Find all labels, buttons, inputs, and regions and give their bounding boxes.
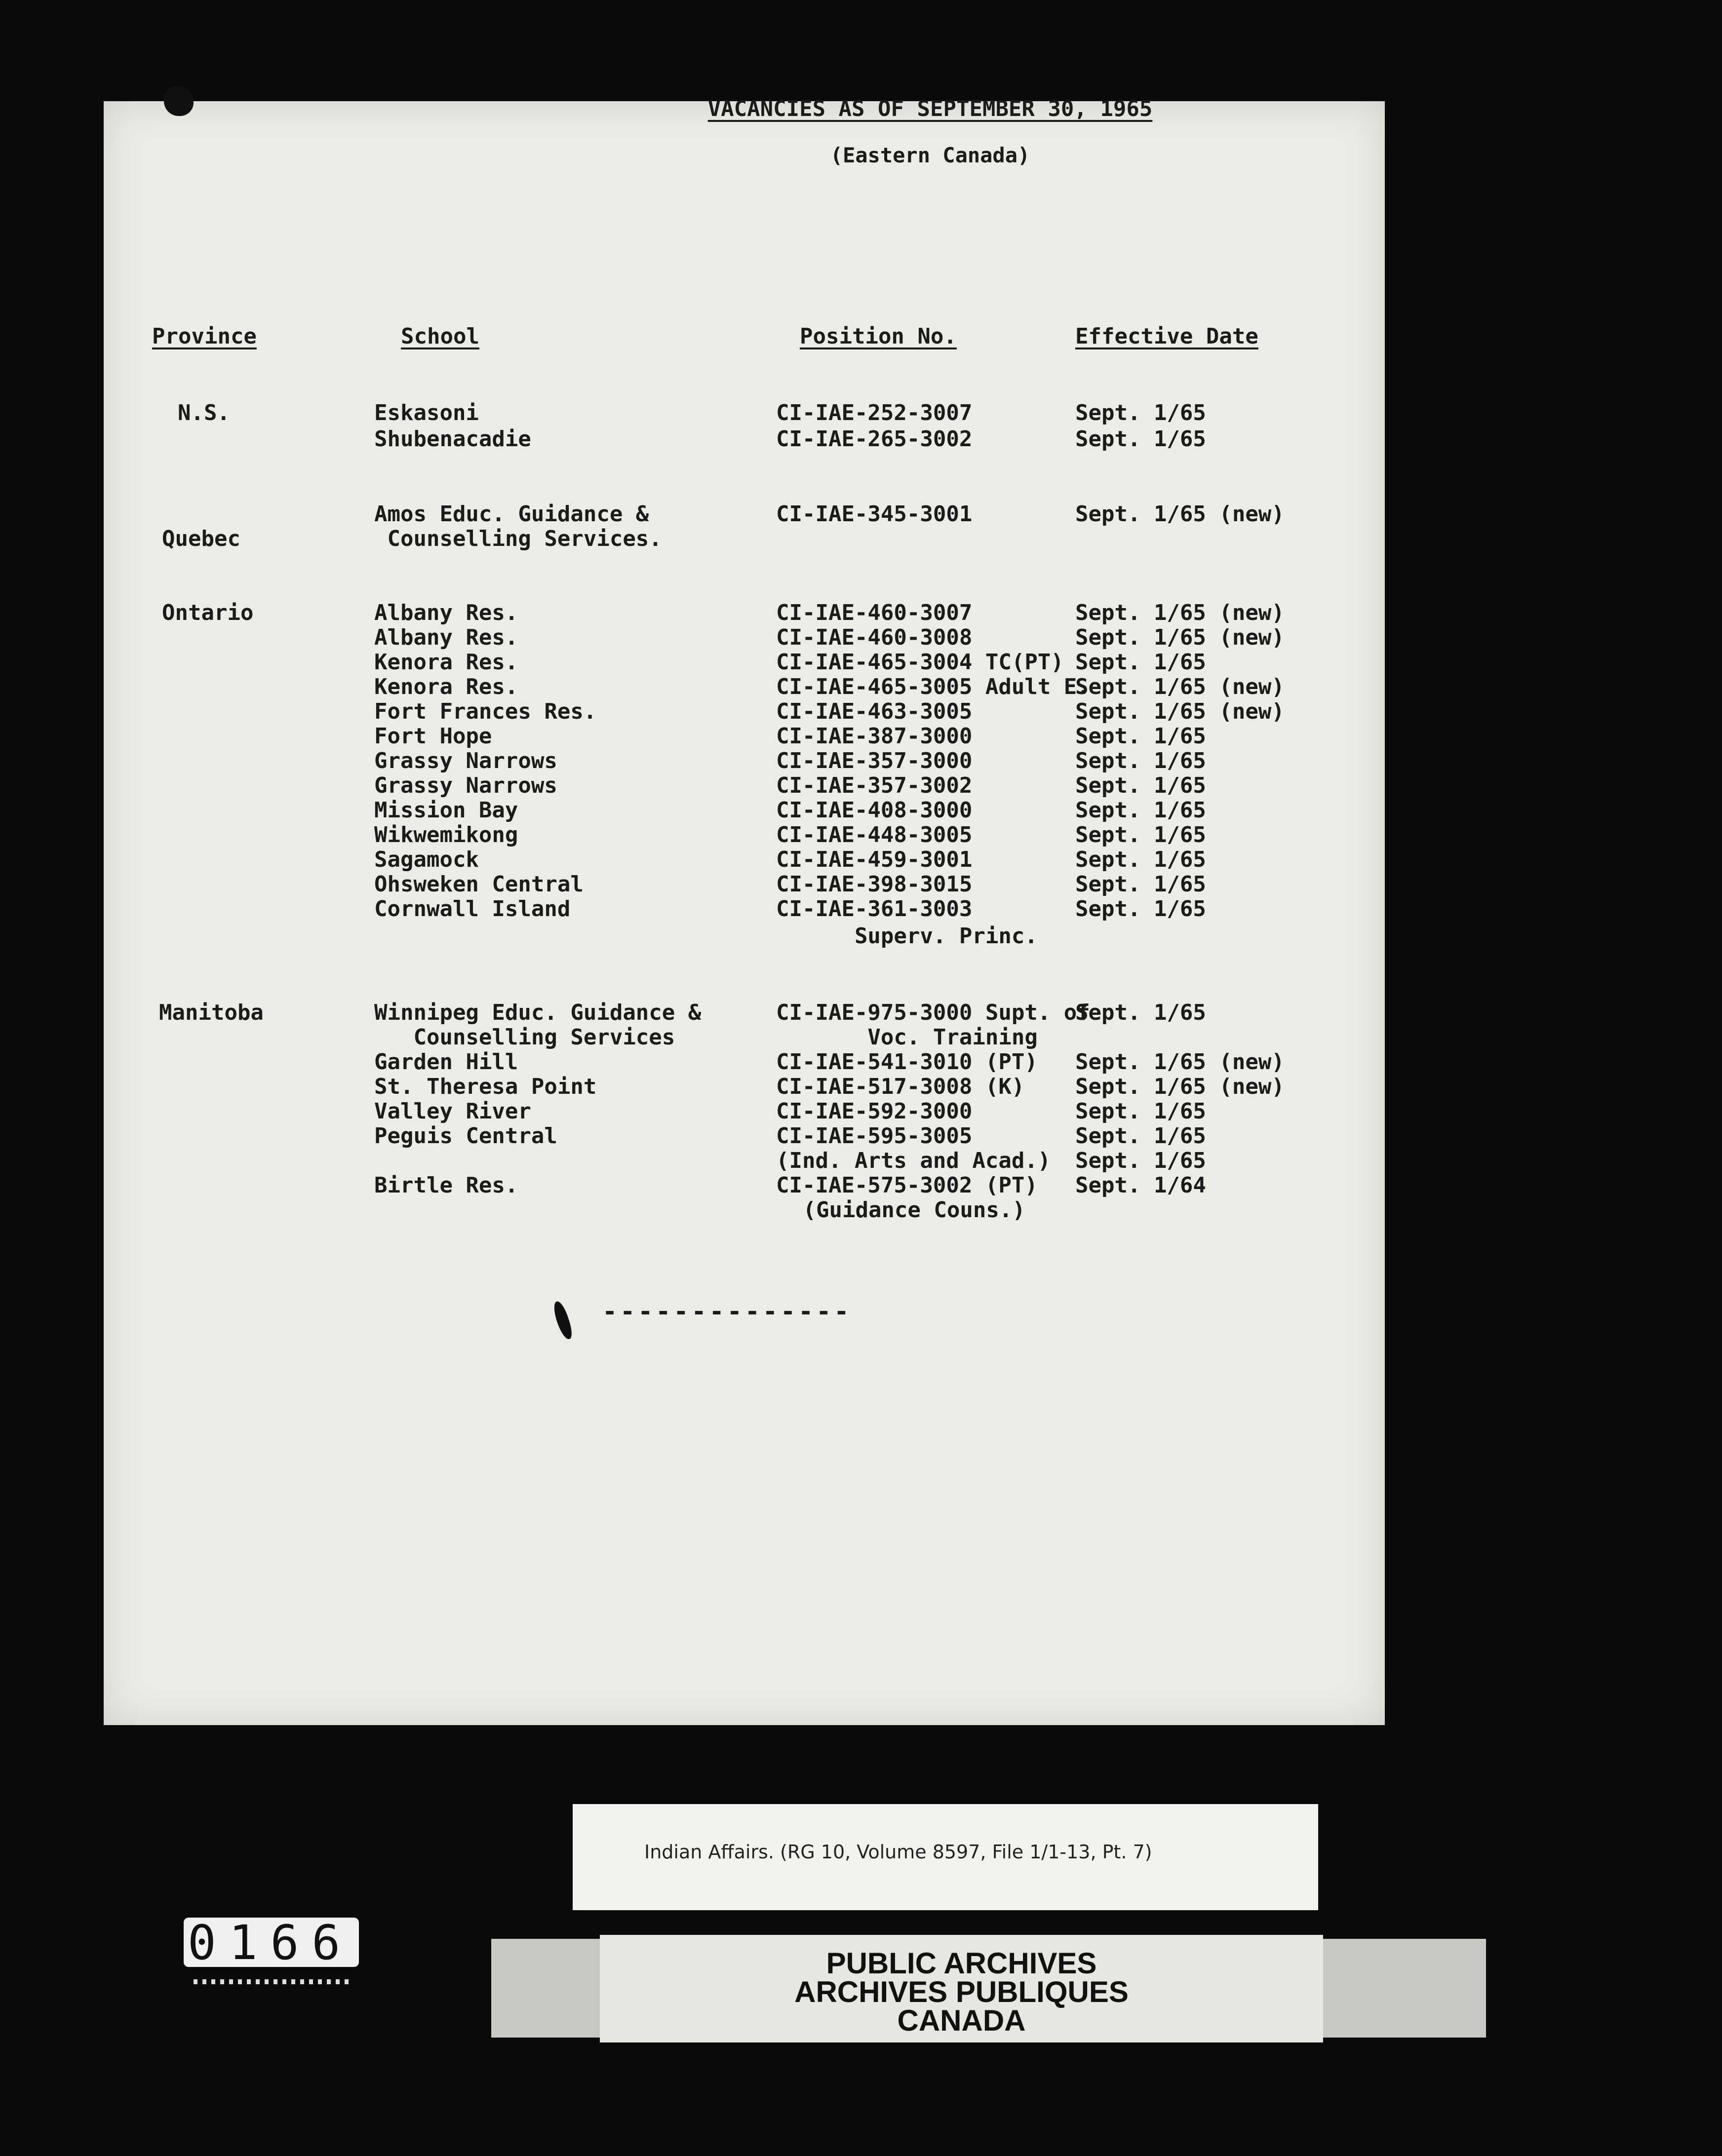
header-school: School	[401, 324, 479, 349]
row-school: Kenora Res.	[374, 674, 518, 699]
row-date: Sept. 1/65	[1075, 748, 1206, 773]
stamp-line-3: CANADA	[897, 2004, 1026, 2037]
province-ontario: Ontario	[162, 600, 254, 625]
row-position: CI-IAE-465-3005 Adult E.	[776, 674, 1090, 699]
row-school: Birtle Res.	[374, 1173, 518, 1198]
header-province: Province	[152, 324, 257, 349]
row-date: Sept. 1/65 (new)	[1075, 600, 1285, 625]
row-school: Fort Frances Res.	[374, 699, 597, 724]
row-school: Wikwemikong	[374, 822, 518, 847]
row-school: Counselling Services	[374, 1025, 675, 1050]
document-subtitle: (Eastern Canada)	[830, 143, 1030, 167]
stamp-line-1: PUBLIC ARCHIVES	[826, 1947, 1097, 1980]
row-date: Sept. 1/65 (new)	[1075, 699, 1285, 724]
row-date: Sept. 1/65	[1075, 1099, 1206, 1124]
row-school: Amos Educ. Guidance &	[374, 501, 649, 527]
row-date: Sept. 1/65 (new)	[1075, 501, 1285, 527]
row-position: CI-IAE-460-3008	[776, 625, 973, 650]
row-school: Fort Hope	[374, 724, 492, 749]
title-text: VACANCIES AS OF SEPTEMBER 30, 1965	[707, 96, 1153, 121]
film-frame-number: 0166	[188, 1915, 353, 1970]
row-date: Sept. 1/64	[1075, 1173, 1206, 1198]
row-school: Counselling Services.	[374, 526, 662, 551]
row-date: Sept. 1/65	[1075, 1123, 1206, 1149]
row-position-note: (Ind. Arts and Acad.)	[776, 1148, 1051, 1173]
row-date: Sept. 1/65	[1075, 798, 1206, 823]
row-date: Sept. 1/65	[1075, 773, 1206, 798]
row-position: CI-IAE-517-3008 (K)	[776, 1074, 1025, 1099]
row-date: Sept. 1/65	[1075, 896, 1206, 922]
row-school: St. Theresa Point	[374, 1074, 597, 1099]
row-position: CI-IAE-575-3002 (PT)	[776, 1173, 1038, 1198]
province-quebec: Quebec	[162, 526, 240, 551]
row-position: CI-IAE-357-3000	[776, 748, 973, 773]
province-manitoba: Manitoba	[159, 1000, 264, 1025]
row-position: CI-IAE-460-3007	[776, 600, 973, 625]
row-date: Sept. 1/65 (new)	[1075, 1049, 1285, 1075]
row-position-note: Superv. Princ.	[776, 924, 1038, 949]
document-title	[0, 96, 1722, 121]
row-school: Valley River	[374, 1099, 531, 1124]
row-date: Sept. 1/65	[1075, 426, 1206, 452]
row-school: Shubenacadie	[374, 426, 531, 452]
row-date: Sept. 1/65	[1075, 872, 1206, 897]
row-date: Sept. 1/65	[1075, 847, 1206, 872]
row-position: CI-IAE-459-3001	[776, 847, 973, 872]
row-position: CI-IAE-408-3000	[776, 798, 973, 823]
archive-reference-text: Indian Affairs. (RG 10, Volume 8597, File 1/1-13, Pt. 7)	[644, 1841, 1152, 1863]
row-date: Sept. 1/65 (new)	[1075, 674, 1285, 699]
row-position: CI-IAE-252-3007	[776, 400, 973, 425]
row-position: CI-IAE-975-3000 Supt. of	[776, 1000, 1090, 1025]
row-date: Sept. 1/65	[1075, 650, 1206, 675]
row-position: CI-IAE-463-3005	[776, 699, 973, 724]
row-position-note: (Guidance Couns.)	[790, 1197, 1025, 1223]
row-position-note: Voc. Training	[776, 1025, 1038, 1050]
row-date: Sept. 1/65	[1075, 1148, 1206, 1173]
row-position: CI-IAE-592-3000	[776, 1099, 973, 1124]
film-sprocket-ticks	[194, 1979, 352, 1984]
row-school: Albany Res.	[374, 600, 518, 625]
row-position: CI-IAE-387-3000	[776, 724, 973, 749]
province-ns: N.S.	[178, 400, 230, 425]
row-position: CI-IAE-595-3005	[776, 1123, 973, 1149]
row-date: Sept. 1/65 (new)	[1075, 625, 1285, 650]
row-school: Garden Hill	[374, 1049, 518, 1075]
row-school: Ohsweken Central	[374, 872, 584, 897]
header-effective-date: Effective Date	[1075, 324, 1258, 349]
row-position: CI-IAE-448-3005	[776, 822, 973, 847]
row-school: Mission Bay	[374, 798, 518, 823]
row-school: Grassy Narrows	[374, 748, 557, 773]
row-school: Kenora Res.	[374, 650, 518, 675]
stamp-line-2: ARCHIVES PUBLIQUES	[794, 1975, 1129, 2008]
end-dashes: --------------	[602, 1297, 852, 1326]
row-position: CI-IAE-465-3004 TC(PT)	[776, 650, 1064, 675]
row-position: CI-IAE-398-3015	[776, 872, 973, 897]
row-school: Sagamock	[374, 847, 479, 872]
row-date: Sept. 1/65	[1075, 1000, 1206, 1025]
row-date: Sept. 1/65	[1075, 724, 1206, 749]
row-school: Cornwall Island	[374, 896, 571, 922]
row-school: Peguis Central	[374, 1123, 557, 1149]
row-date: Sept. 1/65	[1075, 822, 1206, 847]
row-position: CI-IAE-541-3010 (PT)	[776, 1049, 1038, 1075]
header-position: Position No.	[800, 324, 957, 349]
row-school: Grassy Narrows	[374, 773, 557, 798]
row-date: Sept. 1/65	[1075, 400, 1206, 425]
row-school: Winnipeg Educ. Guidance &	[374, 1000, 702, 1025]
row-position: CI-IAE-345-3001	[776, 501, 973, 527]
row-school: Albany Res.	[374, 625, 518, 650]
row-position: CI-IAE-265-3002	[776, 426, 973, 452]
row-date: Sept. 1/65 (new)	[1075, 1074, 1285, 1099]
row-position: CI-IAE-361-3003	[776, 896, 973, 922]
row-position: CI-IAE-357-3002	[776, 773, 973, 798]
row-school: Eskasoni	[374, 400, 479, 425]
